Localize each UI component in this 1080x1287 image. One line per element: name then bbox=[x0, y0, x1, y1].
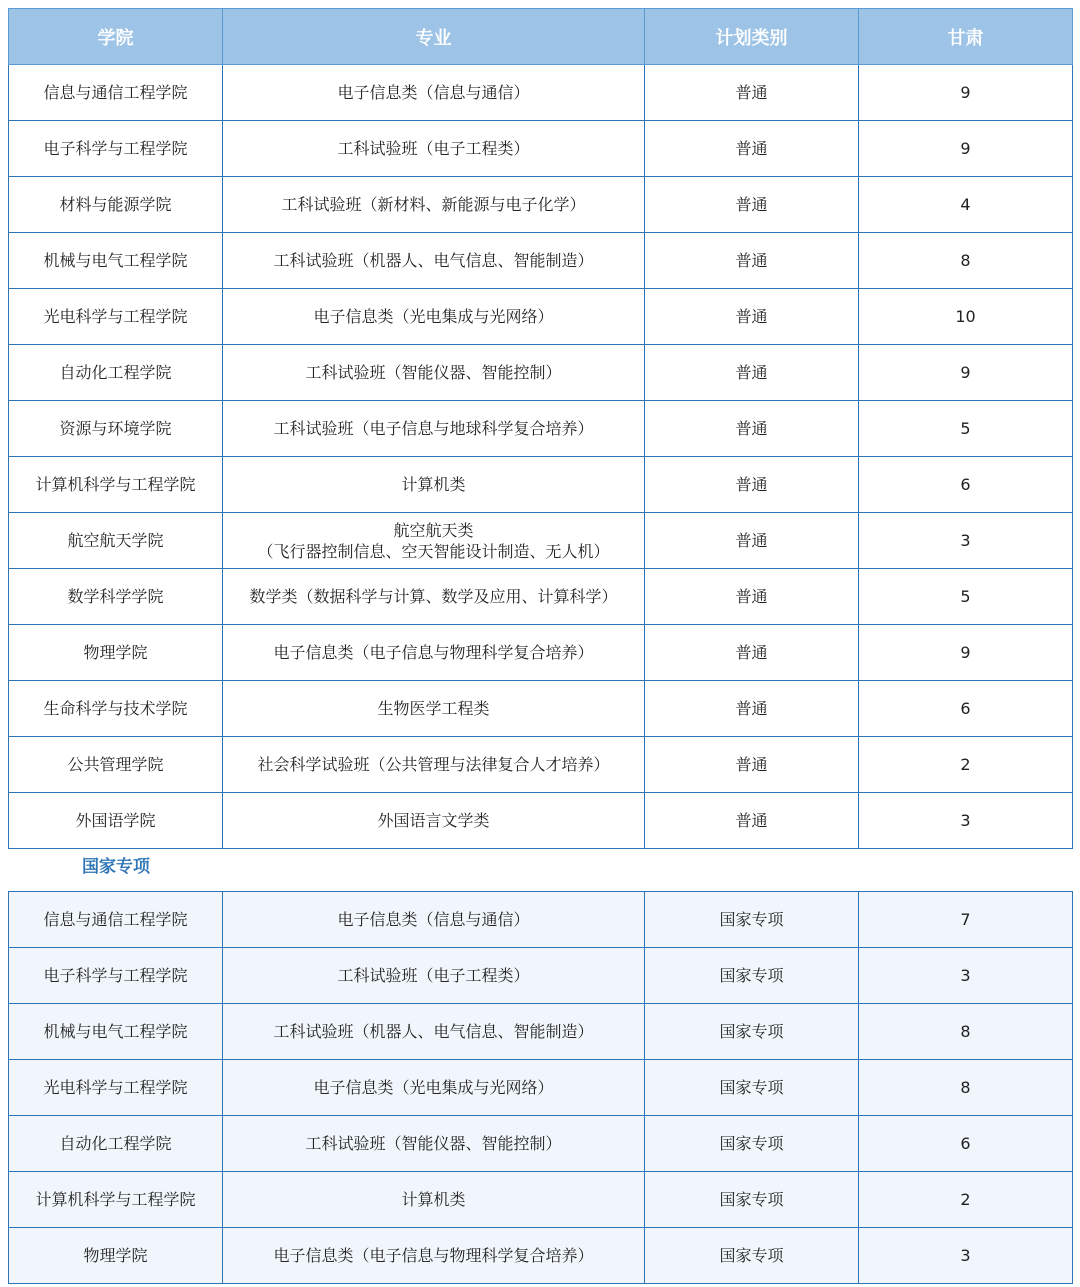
plan-type-cell: 普通 bbox=[645, 121, 859, 177]
major-cell bbox=[223, 121, 645, 177]
major-name: 工科试验班（电子信息与地球科学复合培养） bbox=[273, 419, 594, 438]
major-name: 电子信息类（光电集成与光网络） bbox=[313, 307, 554, 326]
college-cell: 公共管理学院 bbox=[9, 737, 223, 793]
table-row bbox=[9, 1228, 1073, 1284]
major-cell bbox=[223, 793, 645, 849]
major-cell bbox=[223, 345, 645, 401]
plan-type-cell: 普通 bbox=[645, 737, 859, 793]
major-name: 工科试验班（机器人、电气信息、智能制造） bbox=[273, 251, 594, 270]
header-college: 学院 bbox=[9, 9, 223, 65]
plan-type-cell: 普通 bbox=[645, 233, 859, 289]
quota-cell: 9 bbox=[859, 345, 1073, 401]
college-cell: 信息与通信工程学院 bbox=[9, 65, 223, 121]
major-cell bbox=[223, 233, 645, 289]
table-row bbox=[9, 681, 1073, 737]
major-name: 电子信息类（信息与通信） bbox=[337, 83, 530, 102]
plan-type-cell: 普通 bbox=[645, 625, 859, 681]
major-name: 工科试验班（机器人、电气信息、智能制造） bbox=[273, 1022, 594, 1041]
major-cell bbox=[223, 948, 645, 1004]
major-name: 电子信息类（电子信息与物理科学复合培养） bbox=[273, 1246, 594, 1265]
plan-type-cell: 普通 bbox=[645, 457, 859, 513]
major-cell bbox=[223, 1228, 645, 1284]
plan-type-cell: 普通 bbox=[645, 65, 859, 121]
college-cell: 光电科学与工程学院 bbox=[9, 1060, 223, 1116]
plan-type-cell: 普通 bbox=[645, 513, 859, 569]
table-row bbox=[9, 457, 1073, 513]
major-cell bbox=[223, 289, 645, 345]
section-label-national-special: 国家专项 bbox=[82, 857, 150, 877]
college-cell: 计算机科学与工程学院 bbox=[9, 457, 223, 513]
college-cell: 生命科学与技术学院 bbox=[9, 681, 223, 737]
major-cell bbox=[223, 1060, 645, 1116]
quota-cell: 8 bbox=[859, 1060, 1073, 1116]
college-cell: 电子科学与工程学院 bbox=[9, 121, 223, 177]
quota-cell: 9 bbox=[859, 65, 1073, 121]
normal-plan-body bbox=[9, 65, 1073, 849]
quota-cell: 10 bbox=[859, 289, 1073, 345]
major-cell bbox=[223, 1004, 645, 1060]
quota-cell: 9 bbox=[859, 625, 1073, 681]
major-cell bbox=[223, 65, 645, 121]
major-name: 计算机类 bbox=[401, 475, 466, 494]
major-cell bbox=[223, 1116, 645, 1172]
quota-cell: 3 bbox=[859, 513, 1073, 569]
plan-type-cell: 国家专项 bbox=[645, 892, 859, 948]
major-cell bbox=[223, 681, 645, 737]
table-row bbox=[9, 233, 1073, 289]
special-plan-body bbox=[9, 892, 1073, 1284]
table-row bbox=[9, 513, 1073, 569]
plan-type-cell: 普通 bbox=[645, 177, 859, 233]
table-row bbox=[9, 1060, 1073, 1116]
college-cell: 资源与环境学院 bbox=[9, 401, 223, 457]
plan-type-cell: 国家专项 bbox=[645, 948, 859, 1004]
table-row bbox=[9, 569, 1073, 625]
quota-cell: 5 bbox=[859, 569, 1073, 625]
header-plan-type: 计划类别 bbox=[645, 9, 859, 65]
major-name: 工科试验班（电子工程类） bbox=[337, 966, 530, 985]
major-cell bbox=[223, 569, 645, 625]
major-name: 生物医学工程类 bbox=[377, 699, 490, 718]
college-cell: 数学科学学院 bbox=[9, 569, 223, 625]
plan-type-cell: 普通 bbox=[645, 681, 859, 737]
plan-type-cell: 普通 bbox=[645, 401, 859, 457]
quota-cell: 8 bbox=[859, 233, 1073, 289]
college-cell: 自动化工程学院 bbox=[9, 1116, 223, 1172]
college-cell: 光电科学与工程学院 bbox=[9, 289, 223, 345]
header-major: 专业 bbox=[223, 9, 645, 65]
quota-cell: 2 bbox=[859, 737, 1073, 793]
major-name: 航空航天类 bbox=[393, 520, 474, 540]
major-name: 数学类（数据科学与计算、数学及应用、计算科学） bbox=[249, 587, 618, 606]
plan-type-cell: 普通 bbox=[645, 289, 859, 345]
enrollment-plan-table bbox=[8, 8, 1073, 849]
quota-cell: 8 bbox=[859, 1004, 1073, 1060]
college-cell: 信息与通信工程学院 bbox=[9, 892, 223, 948]
major-detail: （飞行器控制信息、空天智能设计制造、无人机） bbox=[257, 541, 610, 561]
plan-type-cell: 国家专项 bbox=[645, 1116, 859, 1172]
plan-type-cell: 普通 bbox=[645, 793, 859, 849]
major-name: 工科试验班（智能仪器、智能控制） bbox=[305, 363, 562, 382]
quota-cell: 3 bbox=[859, 793, 1073, 849]
major-cell bbox=[223, 1172, 645, 1228]
major-cell bbox=[223, 513, 645, 569]
college-cell: 电子科学与工程学院 bbox=[9, 948, 223, 1004]
quota-cell: 9 bbox=[859, 121, 1073, 177]
major-name: 工科试验班（电子工程类） bbox=[337, 139, 530, 158]
major-name: 电子信息类（信息与通信） bbox=[337, 910, 530, 929]
major-cell bbox=[223, 737, 645, 793]
table-row bbox=[9, 401, 1073, 457]
major-cell bbox=[223, 401, 645, 457]
major-name: 电子信息类（电子信息与物理科学复合培养） bbox=[273, 643, 594, 662]
plan-type-cell: 普通 bbox=[645, 569, 859, 625]
table-row bbox=[9, 345, 1073, 401]
quota-cell: 6 bbox=[859, 457, 1073, 513]
major-name: 外国语言文学类 bbox=[377, 811, 490, 830]
plan-type-cell: 国家专项 bbox=[645, 1172, 859, 1228]
college-cell: 物理学院 bbox=[9, 1228, 223, 1284]
table-row bbox=[9, 625, 1073, 681]
table-row bbox=[9, 948, 1073, 1004]
table-row bbox=[9, 1004, 1073, 1060]
major-name: 电子信息类（光电集成与光网络） bbox=[313, 1078, 554, 1097]
college-cell: 物理学院 bbox=[9, 625, 223, 681]
quota-cell: 6 bbox=[859, 681, 1073, 737]
college-cell: 外国语学院 bbox=[9, 793, 223, 849]
plan-type-cell: 国家专项 bbox=[645, 1228, 859, 1284]
table-row bbox=[9, 892, 1073, 948]
quota-cell: 2 bbox=[859, 1172, 1073, 1228]
quota-cell: 7 bbox=[859, 892, 1073, 948]
college-cell: 航空航天学院 bbox=[9, 513, 223, 569]
header-gansu: 甘肃 bbox=[859, 9, 1073, 65]
college-cell: 材料与能源学院 bbox=[9, 177, 223, 233]
major-name: 工科试验班（新材料、新能源与电子化学） bbox=[281, 195, 586, 214]
quota-cell: 5 bbox=[859, 401, 1073, 457]
plan-type-cell: 国家专项 bbox=[645, 1004, 859, 1060]
quota-cell: 4 bbox=[859, 177, 1073, 233]
table-row bbox=[9, 1116, 1073, 1172]
quota-cell: 6 bbox=[859, 1116, 1073, 1172]
table-row bbox=[9, 121, 1073, 177]
plan-type-cell: 国家专项 bbox=[645, 1060, 859, 1116]
table-row bbox=[9, 1172, 1073, 1228]
major-cell bbox=[223, 177, 645, 233]
major-name: 工科试验班（智能仪器、智能控制） bbox=[305, 1134, 562, 1153]
major-cell bbox=[223, 625, 645, 681]
table-row bbox=[9, 793, 1073, 849]
quota-cell: 3 bbox=[859, 1228, 1073, 1284]
major-name: 计算机类 bbox=[401, 1190, 466, 1209]
major-name: 社会科学试验班（公共管理与法律复合人才培养） bbox=[257, 755, 610, 774]
college-cell: 机械与电气工程学院 bbox=[9, 233, 223, 289]
table-row bbox=[9, 65, 1073, 121]
table-header-row bbox=[9, 9, 1073, 65]
college-cell: 自动化工程学院 bbox=[9, 345, 223, 401]
college-cell: 计算机科学与工程学院 bbox=[9, 1172, 223, 1228]
table-row bbox=[9, 737, 1073, 793]
college-cell: 机械与电气工程学院 bbox=[9, 1004, 223, 1060]
major-cell bbox=[223, 892, 645, 948]
quota-cell: 3 bbox=[859, 948, 1073, 1004]
plan-type-cell: 普通 bbox=[645, 345, 859, 401]
table-row bbox=[9, 289, 1073, 345]
major-cell bbox=[223, 457, 645, 513]
national-special-table bbox=[8, 891, 1073, 1284]
table-row bbox=[9, 177, 1073, 233]
